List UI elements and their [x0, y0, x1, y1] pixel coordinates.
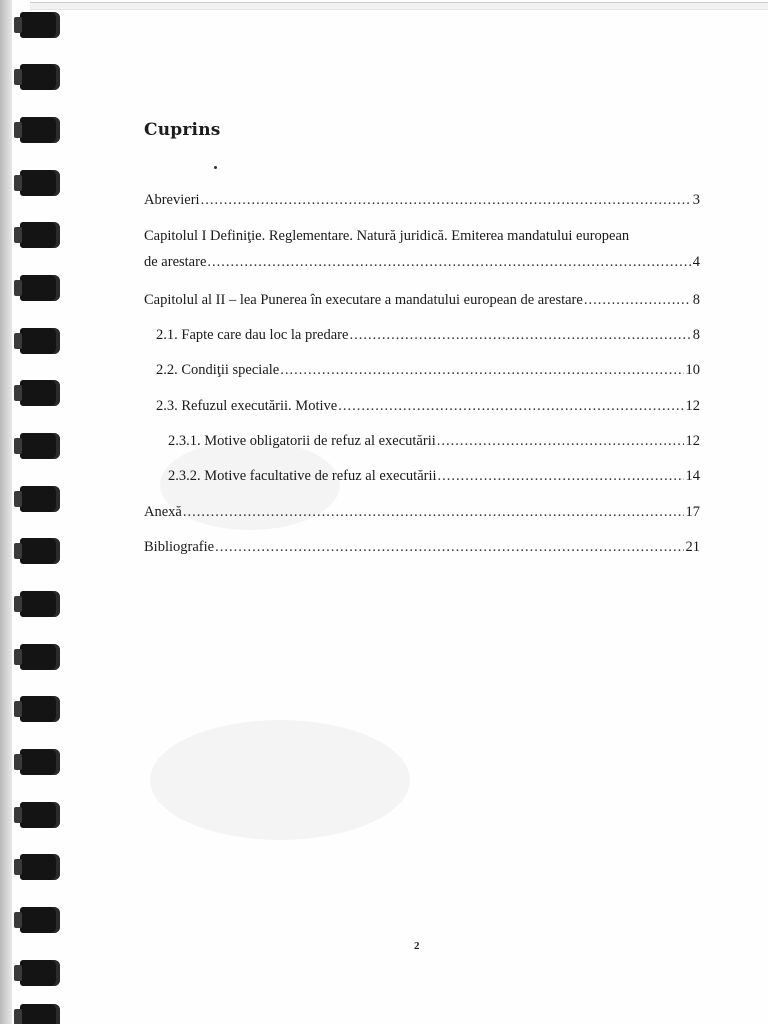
toc-entry-2-3[interactable]	[156, 396, 700, 416]
binding-ring	[20, 907, 60, 933]
binding-ring	[20, 854, 60, 880]
binding-ring	[20, 275, 60, 301]
toc-entry-label: Abrevieri	[144, 192, 200, 208]
binding-ring	[20, 170, 60, 196]
leader-dots	[438, 466, 684, 486]
toc-entry-label: 2.3.1. Motive obligatorii de refuz al executării	[168, 433, 436, 449]
toc-entry-label: Bibliografie	[144, 539, 215, 555]
toc-entry-bibliografie[interactable]	[144, 537, 700, 557]
toc-entry-2-3-2[interactable]	[168, 466, 700, 486]
leader-dots	[349, 325, 690, 345]
toc-entry-line2	[144, 252, 700, 272]
binding-ring	[20, 644, 60, 670]
toc-entry-label: 2.3. Refuzul executării. Motive	[156, 398, 338, 414]
binding-ring	[20, 538, 60, 564]
spiral-binding	[8, 0, 58, 1024]
binding-ring	[20, 328, 60, 354]
stray-mark	[214, 166, 217, 169]
toc-entry-page: 10	[685, 362, 700, 378]
binding-ring	[20, 960, 60, 986]
toc-entry-page: 12	[685, 398, 700, 414]
toc-entry-anexa[interactable]	[144, 502, 700, 522]
scan-smudge	[150, 720, 410, 840]
binding-ring	[20, 117, 60, 143]
toc-entry-capitolul-2[interactable]	[144, 290, 700, 310]
toc-entry-label-line1: Capitolul I Definiţie. Reglementare. Natură juridică. Emiterea mandatului european	[144, 228, 630, 244]
toc-entry-2-3-1[interactable]	[168, 431, 700, 451]
binding-ring	[20, 749, 60, 775]
leader-dots	[201, 190, 691, 210]
leader-dots	[584, 290, 691, 310]
leader-dots	[437, 431, 684, 451]
toc-entry-label: 2.2. Condiţii speciale	[156, 362, 280, 378]
toc-entry-label: 2.1. Fapte care dau loc la predare	[156, 327, 349, 343]
binding-ring	[20, 433, 60, 459]
binding-ring	[20, 696, 60, 722]
leader-dots	[207, 252, 690, 272]
toc-entry-page: 12	[685, 433, 700, 449]
toc-entry-page: 8	[692, 327, 700, 343]
toc-entry-page: 4	[692, 254, 700, 270]
leader-dots	[183, 502, 684, 522]
toc-entry-page: 14	[685, 468, 700, 484]
page-top-edge	[30, 2, 768, 10]
toc-entry-2-1[interactable]	[156, 325, 700, 345]
toc-entry-label: 2.3.2. Motive facultative de refuz al executării	[168, 468, 437, 484]
binding-ring	[20, 1004, 60, 1024]
toc-entry-capitolul-1[interactable]	[144, 226, 700, 272]
binding-ring	[20, 380, 60, 406]
binding-ring	[20, 591, 60, 617]
toc-entry-page: 3	[692, 192, 700, 208]
toc-entry-label: Anexă	[144, 504, 182, 520]
page-title: Cuprins	[144, 120, 221, 140]
binding-ring	[20, 12, 60, 38]
leader-dots	[338, 396, 683, 416]
page-number: 2	[414, 940, 420, 952]
binding-ring	[20, 222, 60, 248]
toc-entry-label: de arestare	[144, 254, 207, 270]
toc-entry-page: 21	[685, 539, 700, 555]
toc-entry-page: 8	[692, 292, 700, 308]
leader-dots	[215, 537, 683, 557]
toc-entry-label: Capitolul al II – lea Punerea în executare a mandatului european de arestare	[144, 292, 583, 308]
binding-ring	[20, 64, 60, 90]
binding-ring	[20, 486, 60, 512]
leader-dots	[280, 360, 683, 380]
toc-entry-page: 17	[685, 504, 700, 520]
toc-entry-2-2[interactable]	[156, 360, 700, 380]
toc-entry-abrevieri[interactable]	[144, 190, 700, 210]
binding-ring	[20, 802, 60, 828]
